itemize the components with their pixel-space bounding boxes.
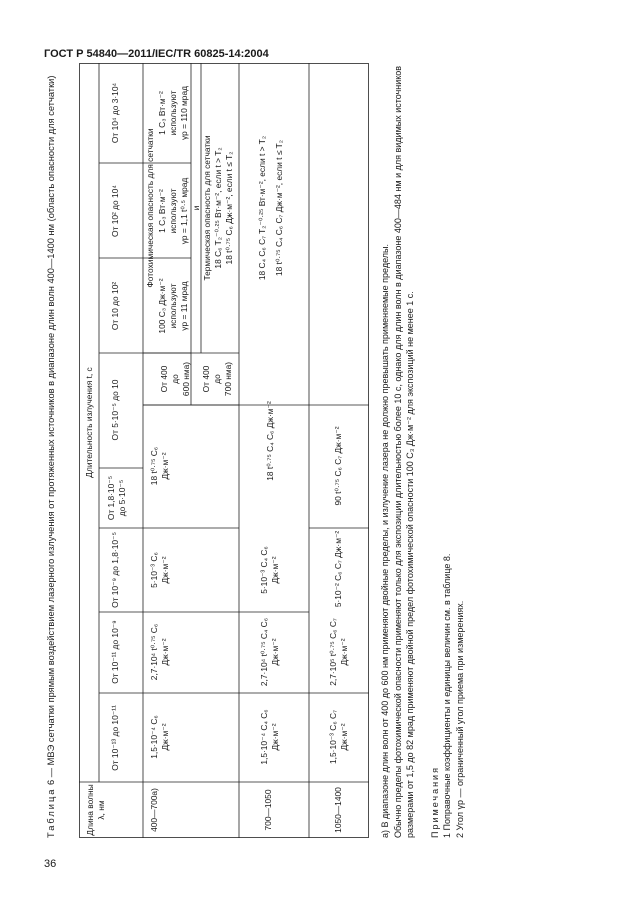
p2-angle: γp = 1,1 t⁰·⁵ мрад <box>179 177 189 245</box>
page-number: 36 <box>44 858 57 870</box>
row1-c3-unit: Дж·м⁻² <box>160 556 170 584</box>
row1-cell-3 <box>149 532 171 608</box>
footnote-a: а) В диапазоне длин волн от 400 до 600 нм применяют двойные пределы, и излучение лазера не должно превышать применяемые пределы. <box>380 243 390 838</box>
p2-value: 1 C₃ Вт·м⁻² <box>157 189 167 233</box>
row1-c4-unit: Дж·м⁻² <box>160 452 170 480</box>
row1-c2-unit: Дж·м⁻² <box>160 638 170 666</box>
row2-cell-5 <box>257 64 285 352</box>
row2-c3-unit: Дж·м⁻² <box>270 556 280 584</box>
col-head-d5: От 5·10⁻⁵ до 10 <box>110 379 120 441</box>
row2-c1-unit: Дж·м⁻² <box>270 723 280 751</box>
row3-cell-2 <box>328 614 350 690</box>
photochemical-p3 <box>157 66 190 160</box>
row1-cell-4 <box>149 406 171 526</box>
p3-value: 1 C₃ Вт·м⁻² <box>157 91 167 135</box>
photochemical-p2 <box>157 167 190 255</box>
col-head-d2: От 10⁻¹¹ до 10⁻⁹ <box>110 620 120 684</box>
note-2: 2 Угол γp — ограниченный угол приема при измерениях. <box>454 600 465 838</box>
row2-c1-value: 1,5·10⁻⁴ C₄ C₆ <box>259 709 269 765</box>
p3-angle: γp = 110 мрад <box>179 85 189 141</box>
photochemical-title: Фотохимическая опасность для сетчатки <box>145 128 155 288</box>
col-head-d7: От 10² до 10⁴ <box>110 185 120 237</box>
row1-c2-value: 2,7·10⁴ t⁰·⁷⁵ C₆ <box>149 623 159 681</box>
row2-c2-unit: Дж·м⁻² <box>270 638 280 666</box>
row2-cell-2 <box>259 614 281 690</box>
row2-cell-3 <box>259 532 281 608</box>
row2-c5-formula-2: 18 t⁰·⁷⁵ C₄ C₆ C₇ Дж·м⁻², если t ≤ T₂ <box>274 140 284 276</box>
row3-c2-value: 2,7·10⁵ t⁰·⁷⁵ C₆ C₇ <box>328 618 338 686</box>
row1-range-400-700 <box>201 356 234 402</box>
p1-note: используют <box>168 283 178 329</box>
row3-cell-3: 5·10⁻² C₆ C₇ Дж·м⁻² <box>333 530 343 608</box>
col-head-wavelength: Длина волны λ, нм <box>85 784 106 836</box>
row1-range-400-600 <box>159 356 192 402</box>
row3-wavelength: 1050—1400 <box>333 787 343 833</box>
p1-angle: γp = 11 мрад <box>179 281 189 331</box>
thermal-block <box>202 64 235 352</box>
row3-cell-4: 90 t⁰·⁷⁵ C₆ C₇ Дж·м⁻² <box>333 426 343 506</box>
col-head-d8: От 10⁴ до 3·10⁴ <box>110 82 120 144</box>
range-400-700-to: до <box>212 374 222 384</box>
row2-cell-4: 18 t⁰·⁷⁵ C₄ C₆ Дж·м⁻² <box>265 401 275 481</box>
row1-c1-unit: Дж·м⁻² <box>160 723 170 751</box>
range-400-600-to: до <box>170 374 180 384</box>
row1-cell-2 <box>149 614 171 690</box>
col-head-d4: От 1,8·10⁻⁵ до 5·10⁻⁵ <box>106 475 127 521</box>
table-caption <box>45 63 58 838</box>
range-400-600-from: От 400 <box>159 365 169 393</box>
thermal-formula-2: 18 t⁰·⁷⁵ C₆ Дж·м⁻², если t ≤ T₂ <box>224 151 234 265</box>
table-footnotes <box>379 63 466 838</box>
caption-text: 6 — МВЭ сетчатки прямым воздействием лазерного излучения от протяженных источников в диапазоне длин волн 400—1400 нм (область опасности для сетчатки) <box>46 75 56 785</box>
photochemical-p1 <box>157 262 190 350</box>
rotated-page-content <box>45 63 555 838</box>
thermal-formula-1: 18 C₆ T₂⁻⁰·²⁵ Вт·м⁻², если t > T₂ <box>213 147 223 269</box>
document-header: ГОСТ Р 54840—2011/IEC/TR 60825-14:2004 <box>44 48 269 60</box>
range-400-600-end: 600 нма) <box>181 361 191 397</box>
caption-label: Таблица <box>46 787 56 838</box>
row3-c1-unit: Дж·м⁻² <box>339 723 349 751</box>
note-1: 1 Поправочные коэффициенты и единицы величин см. в таблице 8. <box>442 553 452 838</box>
row3-cell-1 <box>328 696 350 778</box>
p3-note: используют <box>168 90 178 136</box>
row2-c2-value: 2,7·10⁴ t⁰·⁷⁵ C₄ C₆ <box>259 617 269 687</box>
notes-title: Примечания <box>429 766 440 838</box>
row1-c1-value: 1,5·10⁻⁴ C₆ <box>149 715 159 759</box>
p1-value: 100 C₃ Дж·м⁻² <box>157 278 167 334</box>
p2-note: используют <box>168 188 178 234</box>
row1-c3-value: 5·10⁻³ C₆ <box>149 552 159 588</box>
row3-c1-value: 1,5·10⁻³ C₆ C₇ <box>328 710 338 764</box>
mpe-table <box>79 63 369 838</box>
col-head-d1: От 10⁻¹³ до 10⁻¹¹ <box>110 705 120 771</box>
col-head-d6: От 10 до 10² <box>110 281 120 331</box>
range-400-700-end: 700 нма) <box>223 361 233 397</box>
range-400-700-from: От 400 <box>201 365 211 393</box>
row2-c5-formula-1: 18 C₄ C₆ C₇ T₂⁻⁰·²⁵ Вт·м⁻², если t > T₂ <box>257 135 267 281</box>
footnote-b: Обычно пределы фотохимической опасности применяют только для экспозиции длительностью более 10 с, однако для длин волн в диапазоне 400—484 нм и для видимых источников размерами от 1,5 до 82 мрад применяют двойной предел фотохимической опасности 100 C₃ Дж·м⁻² для экспозиций не менее 1 с. <box>392 65 415 838</box>
col-head-d3: От 10⁻⁹ до 1,8·10⁻⁵ <box>110 532 120 608</box>
row2-c3-value: 5·10⁻³ C₄ C₆ <box>259 546 269 594</box>
col-head-duration: Длительность излучения t, с <box>84 367 94 478</box>
and-conjunction: и <box>191 205 201 211</box>
row2-cell-1 <box>259 696 281 778</box>
thermal-title: Термическая опасность для сетчатки <box>202 135 212 281</box>
row3-c2-unit: Дж·м⁻² <box>339 638 349 666</box>
row2-wavelength: 700—1050 <box>263 789 273 831</box>
row1-c4-value: 18 t⁰·⁷⁵ C₆ <box>149 446 159 486</box>
row1-wavelength: 400—700а) <box>149 788 159 832</box>
row1-cell-1 <box>149 696 171 778</box>
